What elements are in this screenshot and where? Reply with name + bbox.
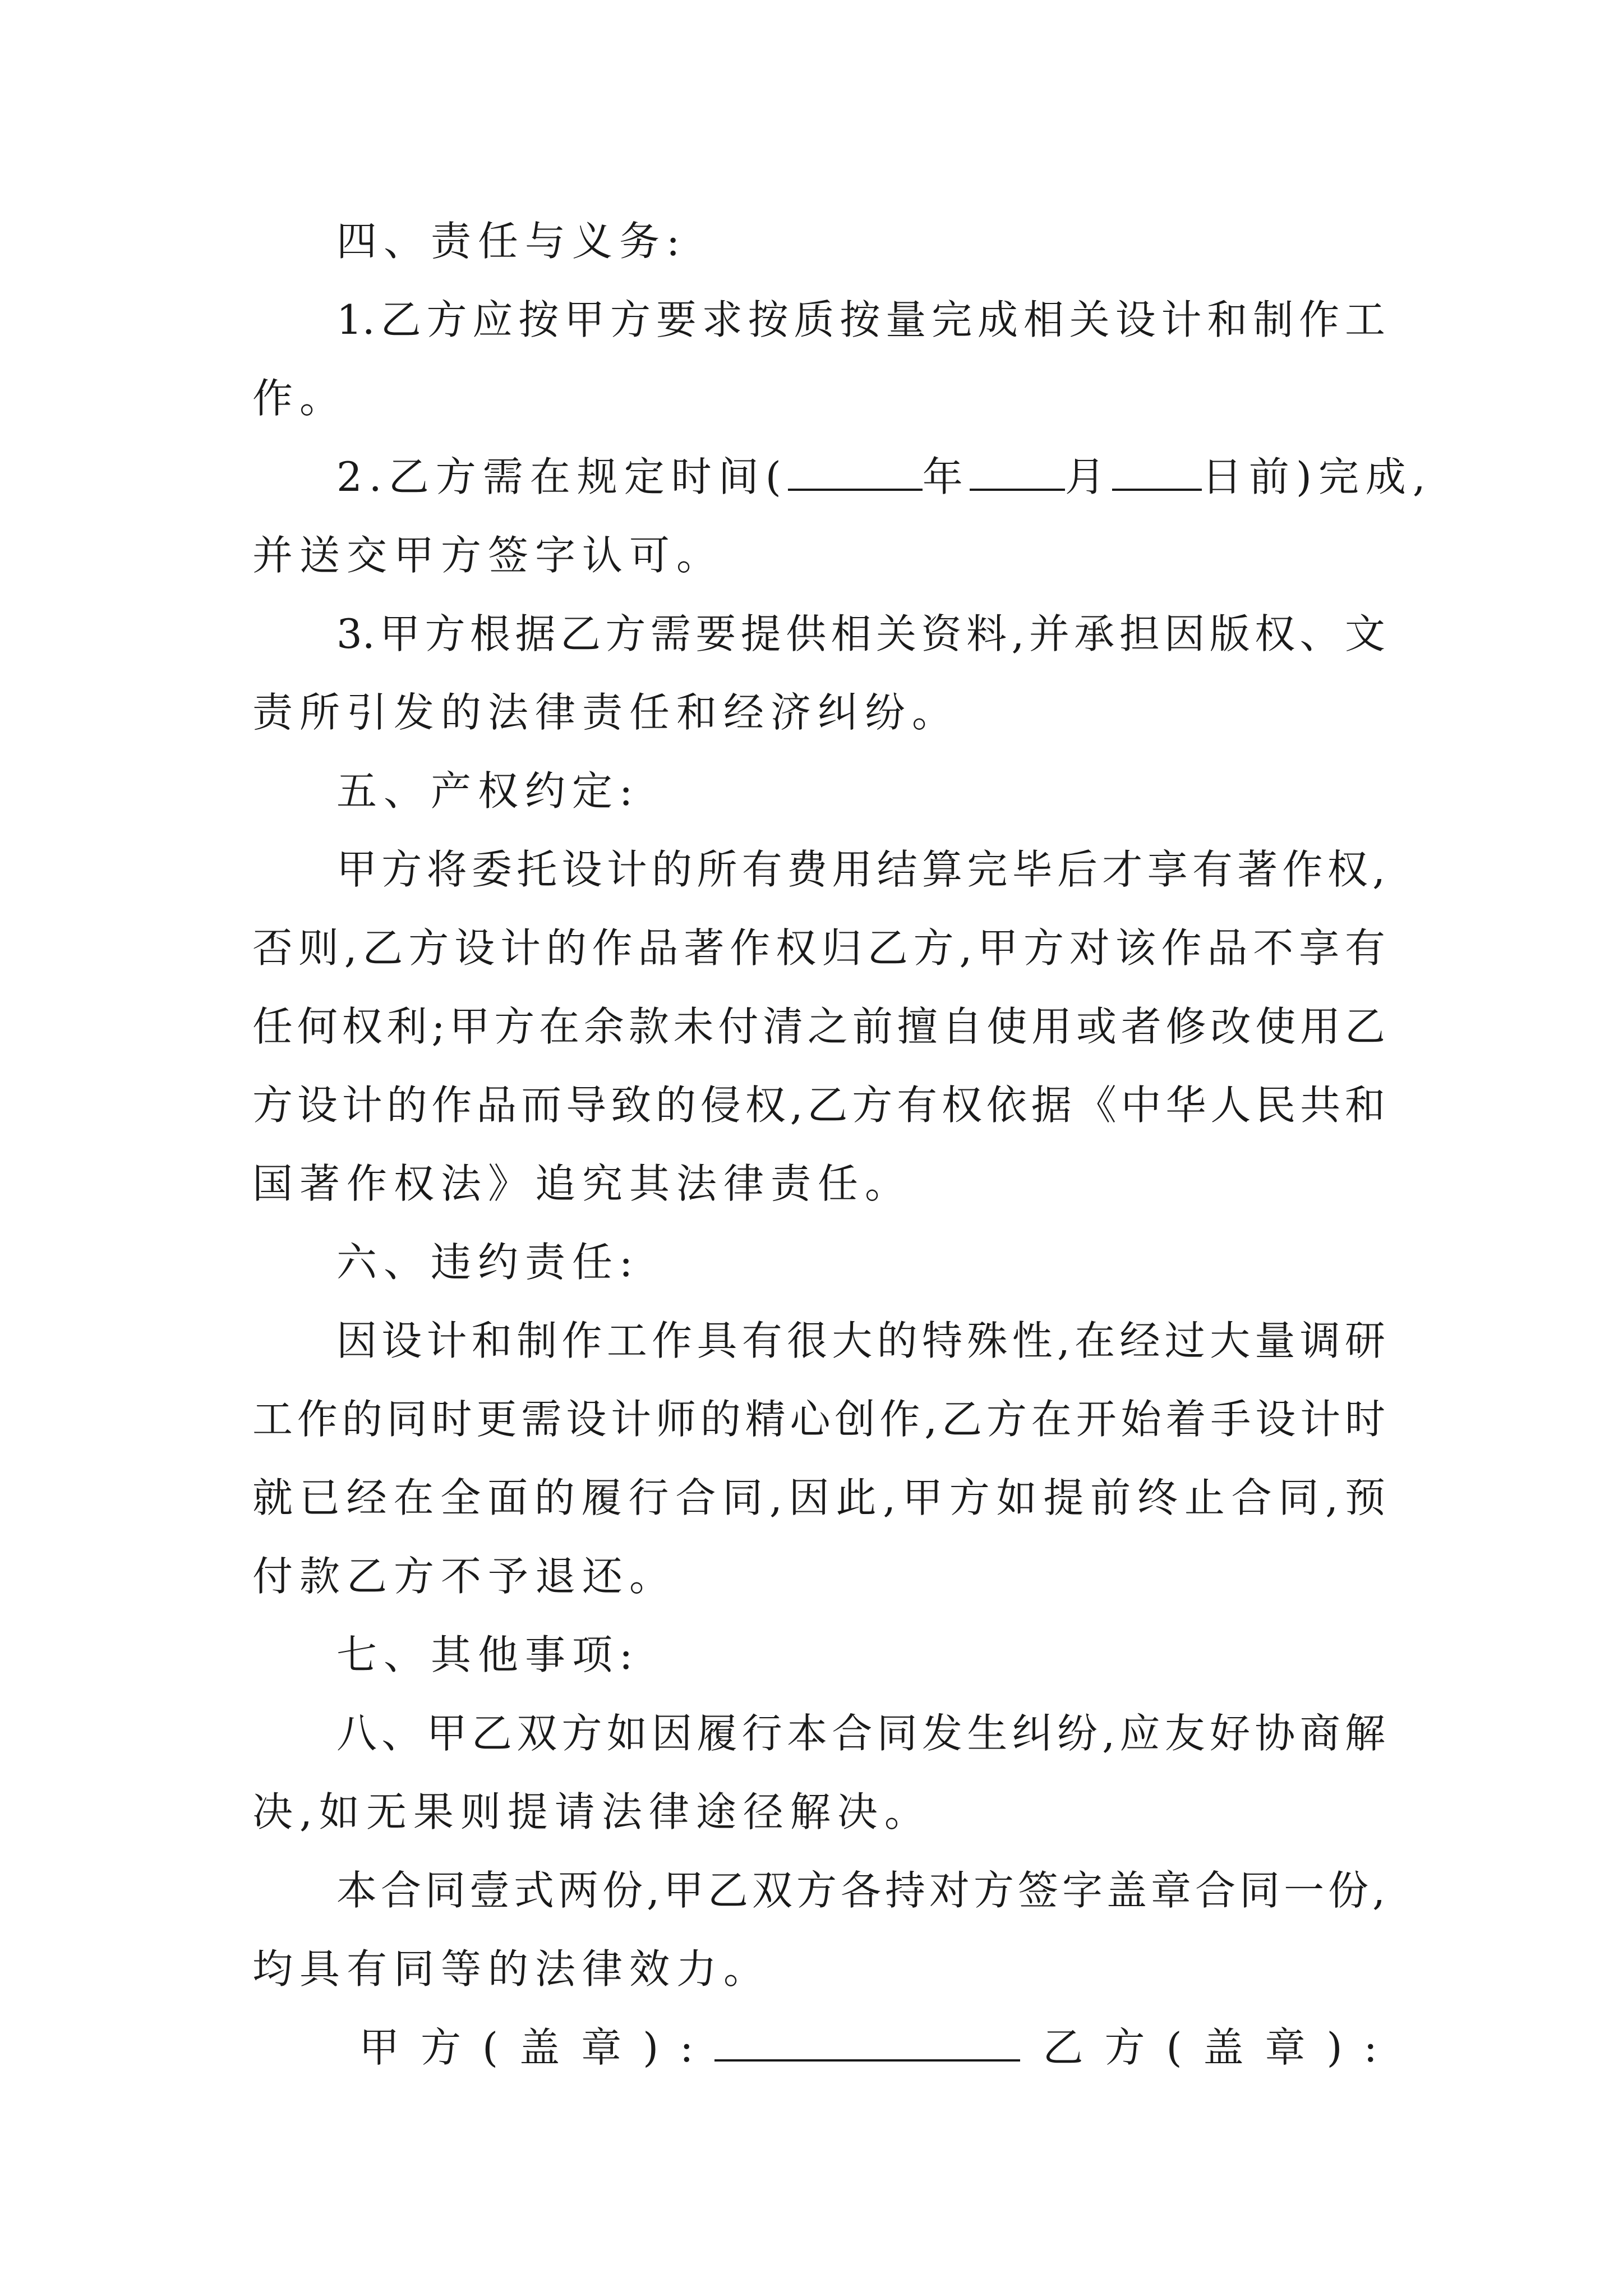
section-6-heading: 六、违约责任:: [336, 1239, 640, 1286]
section-8-line-2: 决,如无果则提请法律途径解决。: [252, 1788, 932, 1835]
section-4-item-2-text: 2.乙方需在规定时间(: [336, 453, 788, 500]
month-blank: [970, 438, 1065, 491]
section-6-para-line-1: 因设计和制作工作具有很大的特殊性,在经过大量调研: [336, 1317, 1385, 1364]
section-5-para-line-3: 任何权利;甲方在余款未付清之前擅自使用或者修改使用乙: [252, 1003, 1385, 1050]
party-b-seal-label: 乙方(盖章):: [1043, 2024, 1399, 2071]
day-blank: [1112, 438, 1202, 491]
section-5-para-line-2: 否则,乙方设计的作品著作权归乙方,甲方对该作品不享有: [252, 924, 1385, 972]
section-4-item-1-cont: 作。: [252, 375, 347, 422]
year-blank: [788, 438, 923, 491]
section-6-para-line-3: 就已经在全面的履行合同,因此,甲方如提前终止合同,预: [252, 1474, 1385, 1521]
section-5-para-line-4: 方设计的作品而导致的侵权,乙方有权依据《中华人民共和: [252, 1082, 1385, 1129]
section-5-para-line-1: 甲方将委托设计的所有费用结算完毕后才享有著作权,: [336, 846, 1385, 893]
section-5-heading: 五、产权约定:: [336, 767, 640, 815]
section-6-para-line-2: 工作的同时更需设计师的精心创作,乙方在开始着手设计时: [252, 1396, 1385, 1443]
party-a-seal-label: 甲方(盖章):: [359, 2024, 715, 2071]
month-label: 月: [1064, 453, 1112, 500]
party-a-signature-blank: [714, 2009, 1020, 2062]
copies-line-1: 本合同壹式两份,甲乙双方各持对方签字盖章合同一份,: [336, 1867, 1385, 1914]
section-4-item-3: 3.甲方根据乙方需要提供相关资料,并承担因版权、文: [336, 610, 1385, 657]
section-4-item-2-end: 日前)完成,: [1201, 453, 1432, 500]
section-4-item-2-cont: 并送交甲方签字认可。: [252, 532, 724, 579]
section-4-item-1: 1.乙方应按甲方要求按质按量完成相关设计和制作工: [336, 296, 1385, 343]
year-label: 年: [922, 453, 970, 500]
section-6-para-line-4: 付款乙方不予退还。: [252, 1553, 677, 1600]
signature-row: [359, 2005, 1399, 2090]
copies-line-2: 均具有同等的法律效力。: [252, 1945, 771, 1993]
section-4-item-3-cont: 责所引发的法律责任和经济纠纷。: [252, 689, 960, 736]
section-4-item-2: [336, 435, 1432, 519]
section-4-heading: 四、责任与义务:: [336, 218, 687, 265]
section-8-line-1: 八、甲乙双方如因履行本合同发生纠纷,应友好协商解: [336, 1710, 1385, 1757]
section-7-heading: 七、其他事项:: [336, 1631, 640, 1678]
section-5-para-line-5: 国著作权法》追究其法律责任。: [252, 1160, 912, 1207]
